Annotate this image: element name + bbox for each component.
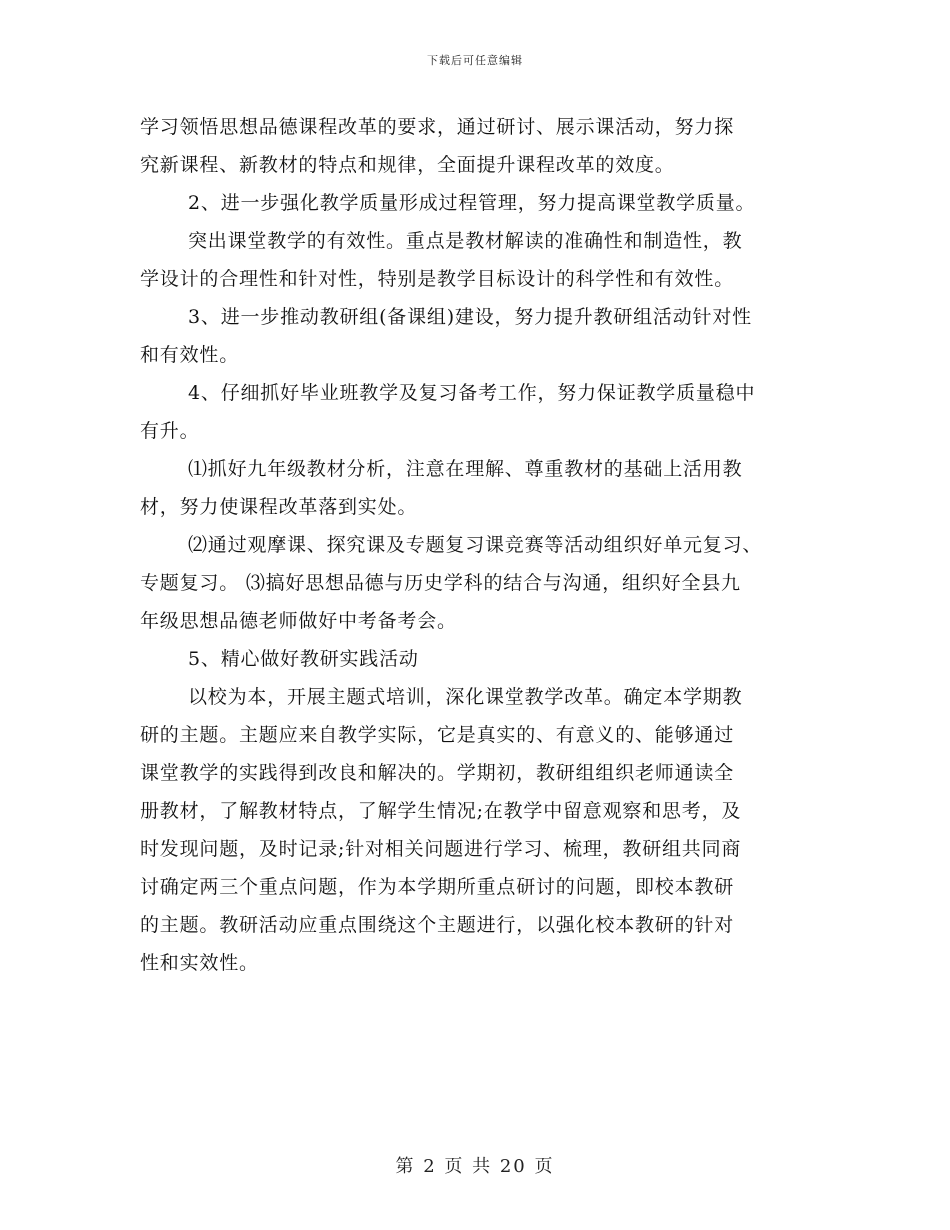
text-line: 3、进一步推动教研组(备课组)建设，努力提升教研组活动针对性 [188, 306, 752, 328]
text-line: 研的主题。主题应来自教学实际，它是真实的、有意义的、能够通过 [140, 724, 735, 746]
text-line: 究新课程、新教材的特点和规律，全面提升课程改革的效度。 [140, 154, 675, 176]
text-line: 年级思想品德老师做好中考备考会。 [140, 610, 457, 632]
text-line: 课堂教学的实践得到改良和解决的。学期初，教研组组织老师通读全 [140, 762, 735, 784]
text-line: 以校为本，开展主题式培训，深化课堂教学改革。确定本学期教 [188, 686, 743, 708]
text-line: 5、精心做好教研实践活动 [188, 648, 419, 670]
text-line: 2、进一步强化教学质量形成过程管理，努力提高课堂教学质量。 [188, 192, 756, 214]
text-line: 册教材，了解教材特点，了解学生情况;在教学中留意观察和思考，及 [140, 800, 742, 822]
text-line: 专题复习。 ⑶搞好思想品德与历史学科的结合与沟通，组织好全县九 [140, 572, 741, 594]
text-line: 学设计的合理性和针对性，特别是教学目标设计的科学性和有效性。 [140, 268, 735, 290]
text-line: 性和实效性。 [140, 952, 259, 974]
text-line: ⑵通过观摩课、探究课及专题复习课竞赛等活动组织好单元复习、 [188, 534, 763, 556]
text-line: ⑴抓好九年级教材分析，注意在理解、尊重教材的基础上活用教 [188, 458, 743, 480]
text-line: 学习领悟思想品德课程改革的要求，通过研讨、展示课活动，努力探 [140, 116, 735, 138]
text-line: 和有效性。 [140, 344, 240, 366]
text-line: 材，努力使课程改革落到实处。 [140, 496, 418, 518]
page-number: 第 2 页 共 20 页 [395, 1156, 555, 1177]
text-line: 4、仔细抓好毕业班教学及复习备考工作，努力保证教学质量稳中 [188, 382, 756, 404]
text-line: 讨确定两三个重点问题，作为本学期所重点研讨的问题，即校本教研 [140, 876, 735, 898]
document-body [140, 108, 820, 982]
text-line: 时发现问题，及时记录;针对相关问题进行学习、梳理，教研组共同商 [140, 838, 742, 860]
text-line: 有升。 [140, 420, 200, 442]
page-header: 下载后可任意编辑 [427, 54, 523, 67]
text-line: 的主题。教研活动应重点围绕这个主题进行，以强化校本教研的针对 [140, 914, 735, 936]
text-line: 突出课堂教学的有效性。重点是教材解读的准确性和制造性，教 [188, 230, 743, 252]
